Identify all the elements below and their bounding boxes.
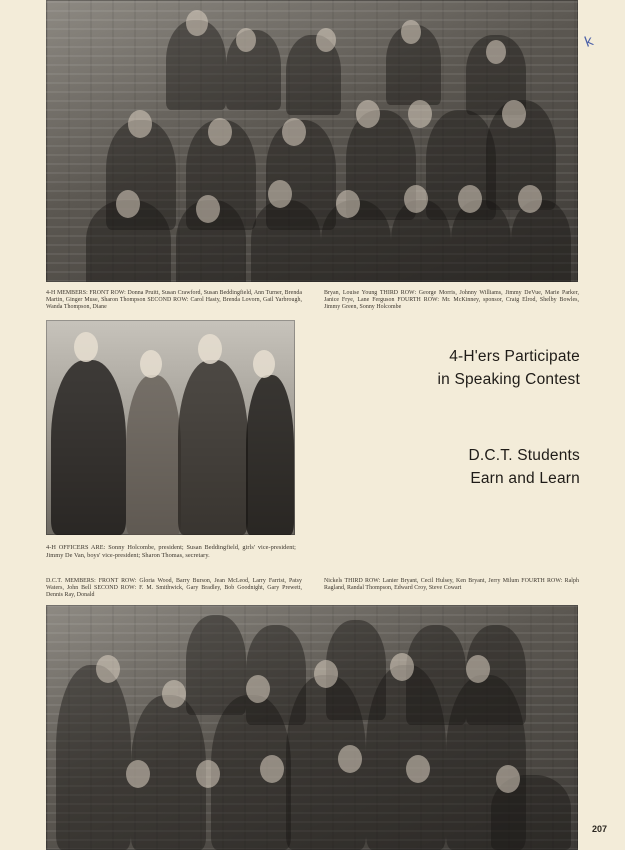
student-face xyxy=(486,40,506,64)
headline-speaking-contest xyxy=(437,345,580,391)
student-face xyxy=(408,100,432,128)
officer-face xyxy=(140,350,162,378)
student-figure xyxy=(391,200,451,282)
student-face xyxy=(162,680,186,708)
student-face xyxy=(126,760,150,788)
fourh-officers-photo xyxy=(46,320,295,535)
student-face xyxy=(128,110,152,138)
officer-face xyxy=(198,334,222,364)
fourh-members-photo xyxy=(46,0,578,282)
fourh-members-caption-right: Bryan, Louise Young THIRD ROW: George Morris, Johnny Williams, Jimmy DeVue, Marie Parker, Janice Frye, Lane Ferguson FOURTH ROW: Mr. McKinney, sponsor, Craig Elrod, Shelby Bowles, Jimmy Green, Sonny Holcombe xyxy=(324,290,579,311)
student-face xyxy=(338,745,362,773)
student-face xyxy=(316,28,336,52)
dct-members-caption-right: Nickels THIRD ROW: Lanier Bryant, Cecil Hulsey, Ken Bryant, Jerry Milum FOURTH ROW: Ralph Ragland, Randal Thompson, Edward Croy, Steve Cowart xyxy=(324,578,579,592)
student-face xyxy=(390,653,414,681)
dct-members-photo xyxy=(46,605,578,850)
page-number: 207 xyxy=(591,824,607,834)
student-figure xyxy=(251,200,321,282)
officer-figure xyxy=(178,360,248,535)
student-figure xyxy=(56,665,131,850)
student-face xyxy=(496,765,520,793)
student-face xyxy=(116,190,140,218)
student-face xyxy=(282,118,306,146)
student-figure xyxy=(511,200,571,282)
headline-line: Earn and Learn xyxy=(470,470,580,487)
student-face xyxy=(356,100,380,128)
student-face xyxy=(458,185,482,213)
student-face xyxy=(196,760,220,788)
student-face xyxy=(186,10,208,36)
student-face xyxy=(336,190,360,218)
officer-figure xyxy=(246,375,294,535)
student-face xyxy=(260,755,284,783)
headline-line: in Speaking Contest xyxy=(437,371,580,388)
headline-dct xyxy=(468,444,580,490)
officer-face xyxy=(253,350,275,378)
student-figure xyxy=(451,200,511,282)
student-face xyxy=(208,118,232,146)
dct-members-caption-left: D.C.T. MEMBERS: FRONT ROW: Gloria Wood, Barry Burson, Jean McLeod, Larry Farrist, Patsy Waters, John Bell SECOND ROW: F. M. Smithwick, Gary Bradley, Bob Goodnight, Gary Prewett, Dennis Ray, Donald xyxy=(46,578,302,599)
fourh-members-caption-left: 4-H MEMBERS: FRONT ROW: Donna Pruitt, Susan Crawford, Susan Beddingfield, Ann Turner, Brenda Martin, Ginger Muse, Sharon Thompson SECOND ROW: Carol Hasty, Brenda Lovorn, Gail Yarbrough, Wanda Thompson, Diane xyxy=(46,290,302,311)
student-face xyxy=(466,655,490,683)
student-face xyxy=(196,195,220,223)
student-face xyxy=(518,185,542,213)
headline-line: D.C.T. Students xyxy=(468,447,580,464)
student-face xyxy=(401,20,421,44)
student-face xyxy=(236,28,256,52)
student-face xyxy=(406,755,430,783)
student-face xyxy=(268,180,292,208)
fourh-officers-caption: 4-H OFFICERS ARE: Sonny Holcombe, president; Susan Beddingfield, girls' vice-president; Jimmy De Van, boys' vice-president; Sharon Thomas, secretary. xyxy=(46,544,296,560)
officer-figure xyxy=(51,360,126,535)
pen-mark: k xyxy=(582,33,596,51)
student-face xyxy=(314,660,338,688)
headline-line: 4-H'ers Participate xyxy=(449,348,580,365)
student-figure xyxy=(366,665,446,850)
student-face xyxy=(502,100,526,128)
student-face xyxy=(96,655,120,683)
officer-face xyxy=(74,332,98,362)
student-face xyxy=(404,185,428,213)
student-face xyxy=(246,675,270,703)
officer-figure xyxy=(126,375,181,535)
